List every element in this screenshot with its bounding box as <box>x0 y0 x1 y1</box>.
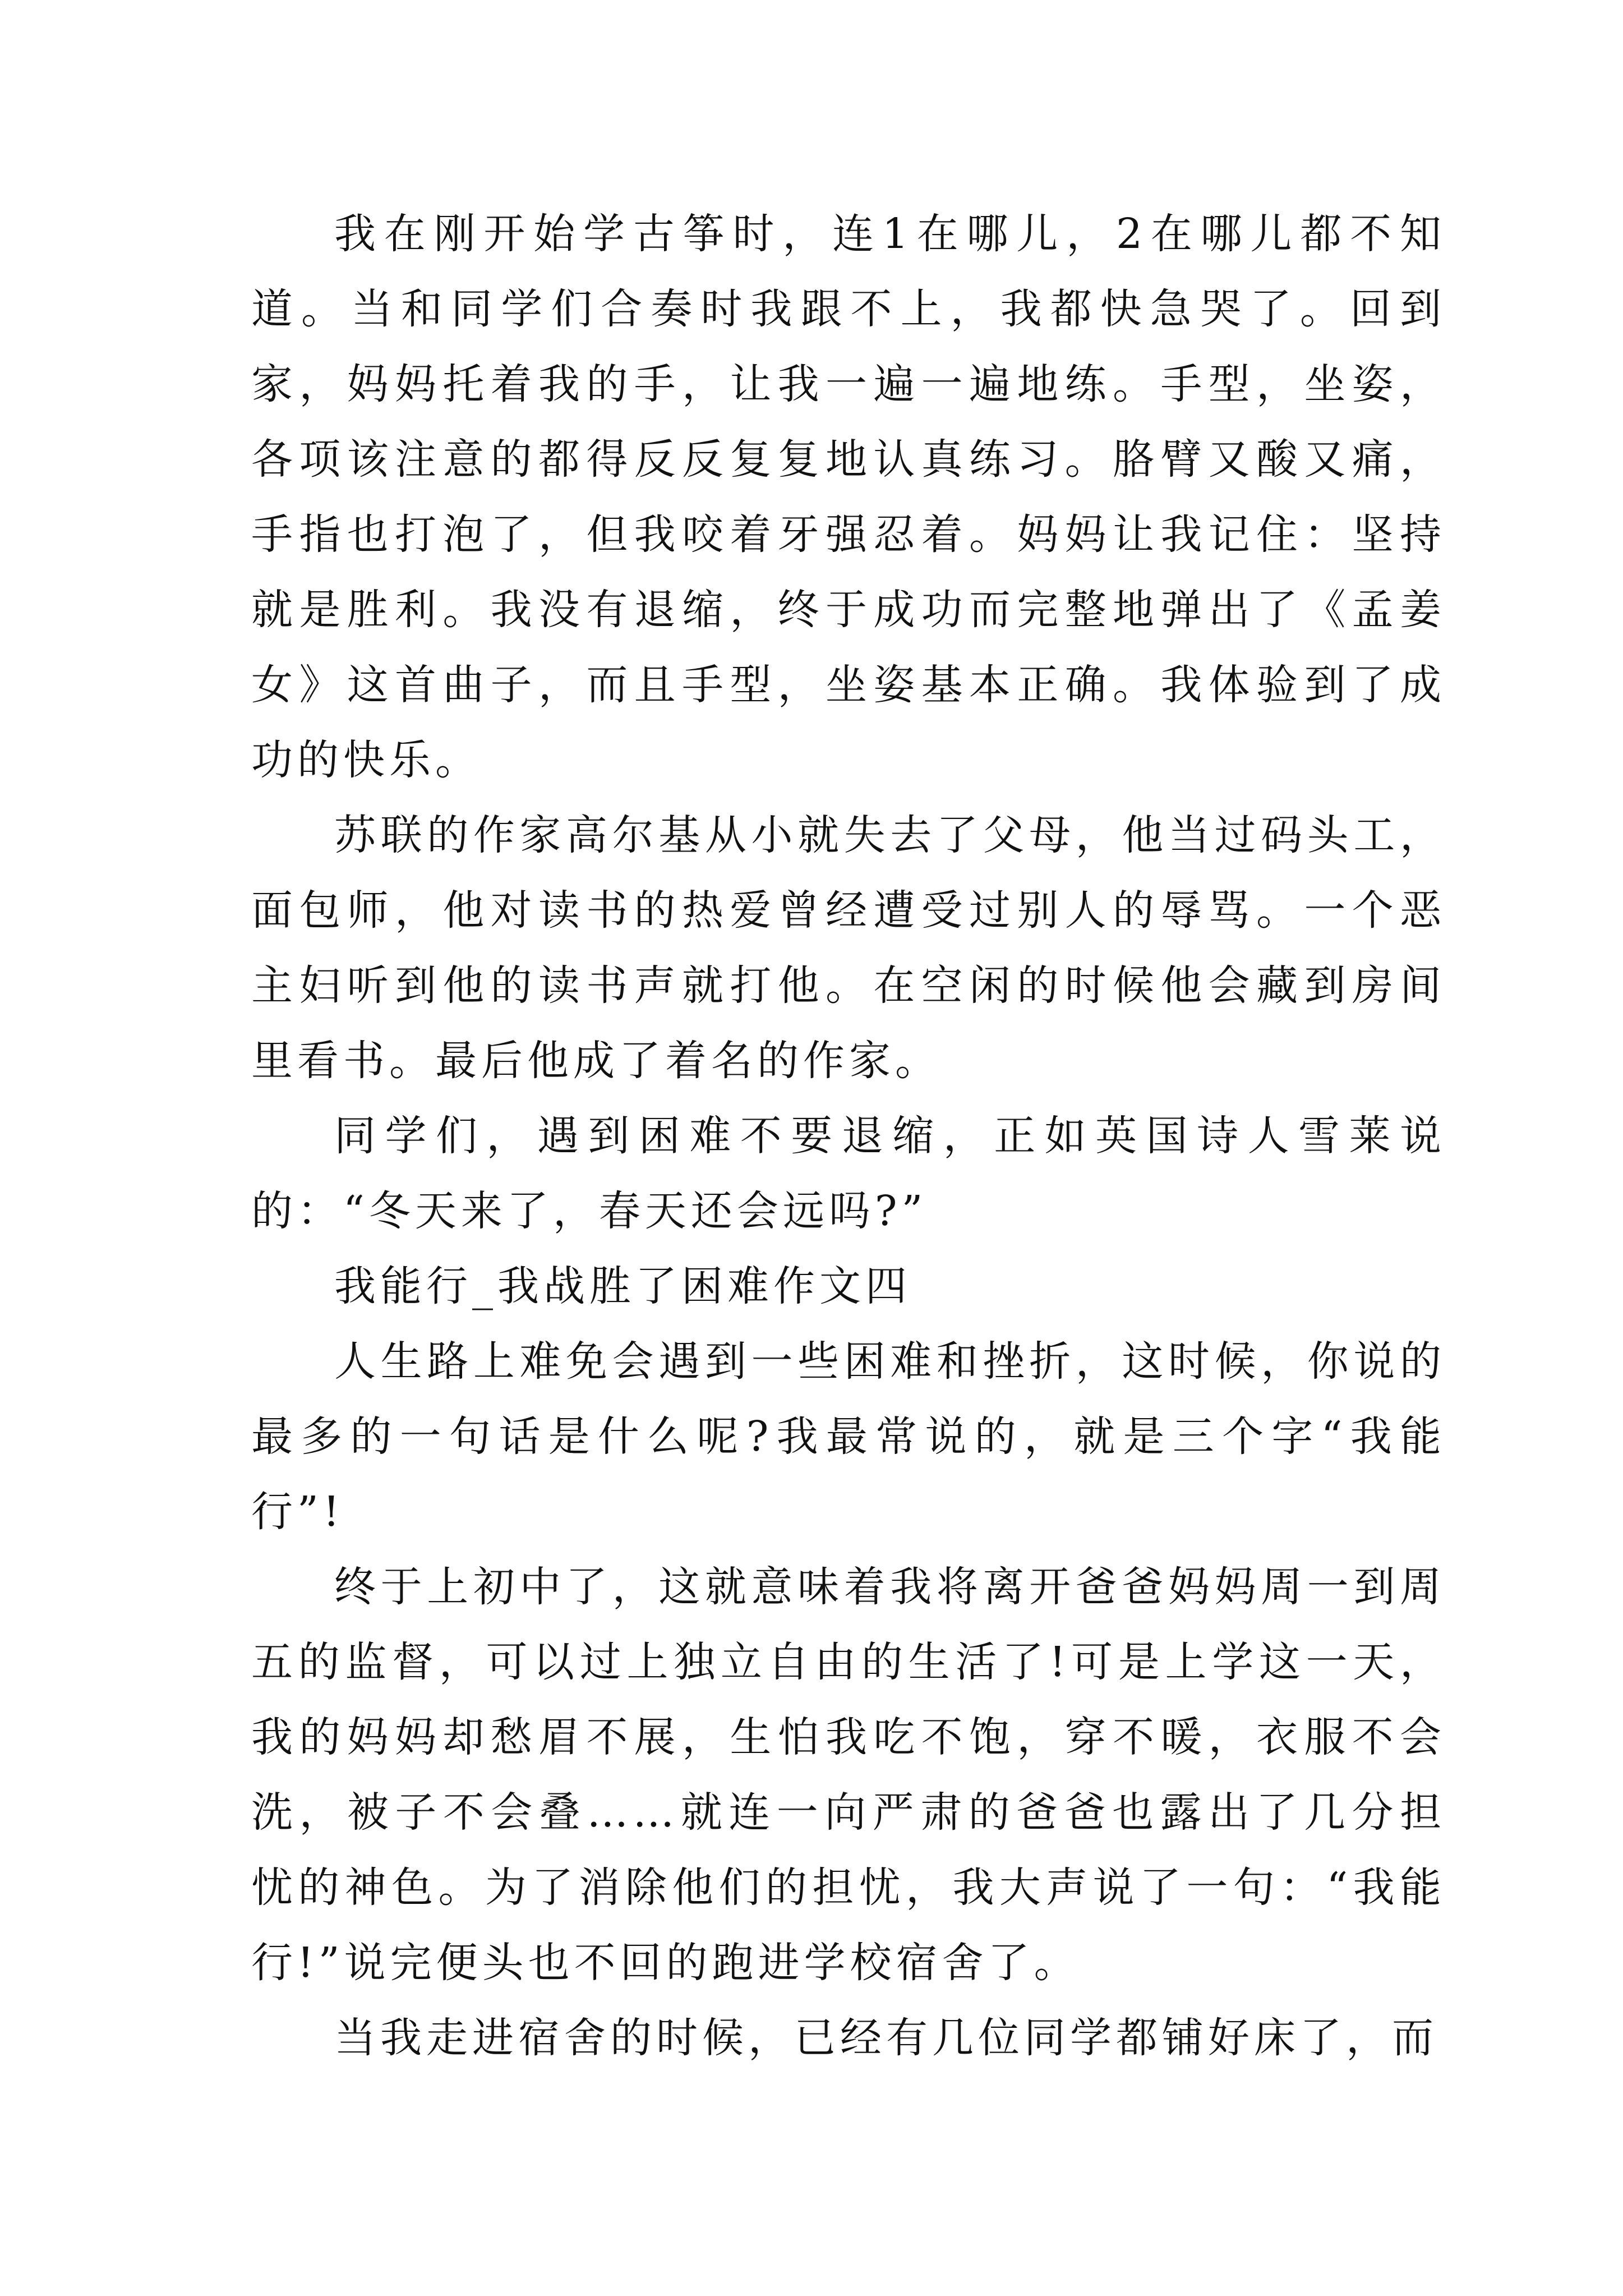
paragraph-shelley-quote: 同学们，遇到困难不要退缩，正如英国诗人雪莱说的：“冬天来了，春天还会远吗?” <box>251 1112 1446 1235</box>
paragraph-gorky: 苏联的作家高尔基从小就失去了父母，他当过码头工，面包师，他对读书的热爱曾经遭受过别人的辱骂。一个恶主妇听到他的读书声就打他。在空闲的时候他会藏到房间里看书。最后他成了着名的作家。 <box>251 811 1446 1085</box>
document-body <box>251 196 1446 2076</box>
paragraph-dormitory: 当我走进宿舍的时候，已经有几位同学都铺好床了，而 <box>334 2014 1438 2062</box>
paragraph-guzheng: 我在刚开始学古筝时，连1在哪儿，2在哪儿都不知道。当和同学们合奏时我跟不上，我都快急哭了。回到家，妈妈托着我的手，让我一遍一遍地练。手型，坐姿，各项该注意的都得反反复复地认真练习。胳臂又酸又痛，手指也打泡了，但我咬着牙强忍着。妈妈让我记住：坚持就是胜利。我没有退缩，终于成功而完整地弹出了《孟姜女》这首曲子，而且手型，坐姿基本正确。我体验到了成功的快乐。 <box>251 210 1446 784</box>
paragraph-junior-high: 终于上初中了，这就意味着我将离开爸爸妈妈周一到周五的监督，可以过上独立自由的生活了!可是上学这一天，我的妈妈却愁眉不展，生怕我吃不饱，穿不暖，衣服不会洗，被子不会叠……就连一向严肃的爸爸也露出了几分担忧的神色。为了消除他们的担忧，我大声说了一句：“我能行!”说完便头也不回的跑进学校宿舍了。 <box>251 1563 1446 1987</box>
paragraph-i-can-do-it: 人生路上难免会遇到一些困难和挫折，这时候，你说的最多的一句话是什么呢?我最常说的，就是三个字“我能行”! <box>251 1337 1446 1536</box>
essay-heading: 我能行_我战胜了困难作文四 <box>334 1262 911 1310</box>
